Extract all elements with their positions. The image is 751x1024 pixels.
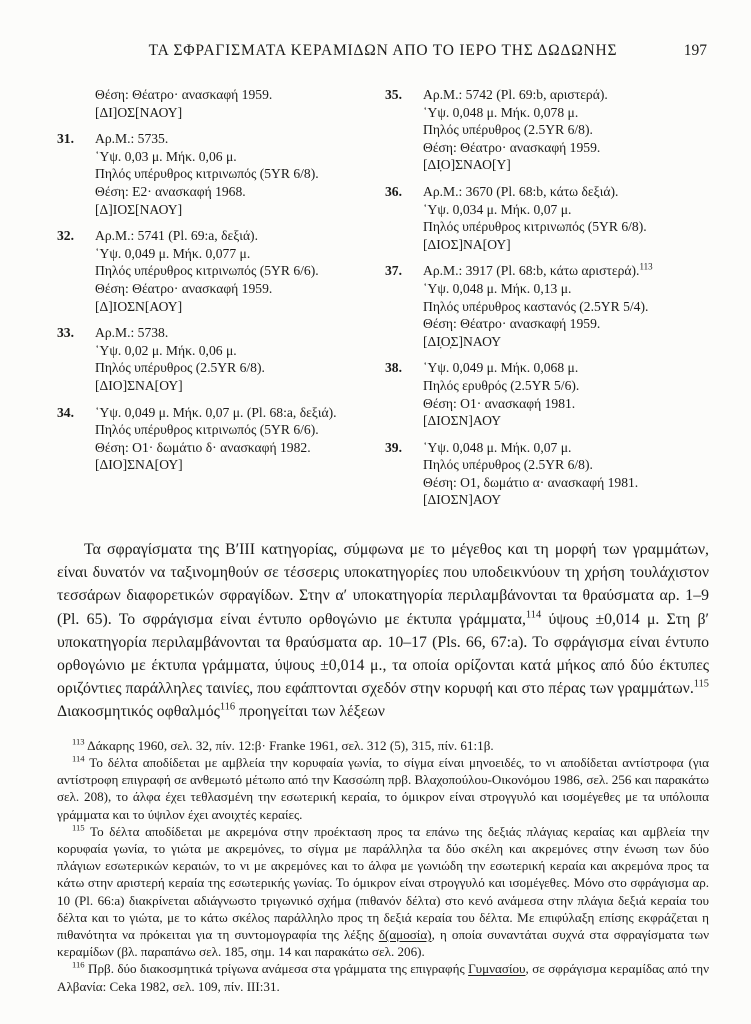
- catalog-entry: [385, 183, 709, 253]
- entry-line: [ΔΙ̣Ο]ΣΝΑΟ[Υ]: [423, 157, 511, 173]
- footnote: $^{115}$ Το δέλτα αποδίδεται με ακρεμόνα στην προέκταση προς τα επάνω της δεξιάς πλάγιας κεραίας και αμβλεία την κορυφαία γωνία, το γιώτα με ακρεμόνες, το σίγμα με παράλληλα τα δύο σκέλη και ακρεμόνες στην ένωση των δύο πλάγιων εσωτερικών κεραιών, το νι με ακρεμόνες και το άλφα με γωνιώδη την εσωτερική κεραία και ακρεμόνα προς τα κάτω στην αριστερή κεραία της εσωτερικής γωνίας. Το όμικρον είναι στρογγυλό και ισομέγεθες. Μόνο στο σφράγισμα αρ. 10 (Pl. 66:a) διακρίνεται αδιάγνωστο τριγωνικό σχήμα (πιθανόν δέλτα) στο κενό ανάμεσα στην πλάγια δεξιά κεραία του δέλτα και το γιώτα, με το κάτω σκέλος παράλληλο προς τη δεξιά κεραία του δέλτα. Με επιφύλαξη επίσης εκφράζεται η πιθανότητα να πρόκειται για τη συντομογραφία της λέξης δ(αμοσία), η οποία συναντάται συχνά στα σφραγίσματα των κεραμίδων (βλ. παραπάνω σελ. 185, σημ. 14 και παρακάτω σελ. 206).: [57, 822, 710, 960]
- entry-line: ῾Υψ. 0,03 μ. Μήκ. 0,06 μ.: [95, 148, 237, 164]
- entry-line: [Δ]ΙΟΣ[ΝΑΟΥ]: [95, 201, 183, 217]
- catalog-entry: [57, 86, 385, 121]
- entry-line: [ΔΙ̣Ο̣Σ]ΝΑΟΥ: [423, 333, 502, 349]
- footnote-number: 113: [72, 736, 85, 747]
- entry-line: Αρ.Μ.: 5742 (Pl. 69:b, αριστερά).: [423, 87, 608, 102]
- catalog-entries: [57, 86, 709, 518]
- catalog-entry: [385, 262, 709, 350]
- entry-lines: [423, 262, 709, 350]
- footnote: $^{113}$ Δάκαρης 1960, σελ. 32, πίν. 12:β· Franke 1961, σελ. 312 (5), 315, πίν. 61:1β.: [72, 736, 494, 753]
- footnote-number: 115: [72, 822, 85, 833]
- entry-line: Θέση: Θέατρο· ανασκαφή 1959.: [423, 316, 601, 332]
- entry-line: Πηλός ερυθρός (2.5YR 5/6).: [423, 377, 580, 393]
- entry-line: ῾Υψ. 0,034 μ. Μήκ. 0,07 μ.: [423, 201, 572, 217]
- entry-line: ῾Υψ. 0,049 μ. Μήκ. 0,07 μ. (Pl. 68:a, δεξιά).: [95, 404, 337, 420]
- entry-number: 31.: [57, 131, 74, 147]
- entry-lines: [95, 227, 385, 315]
- entry-line: [Δ]ΙΟΣΝ[ΑΟΥ]: [95, 298, 183, 314]
- entry-number: 32.: [57, 228, 74, 244]
- entry-number: 38.: [385, 360, 402, 376]
- underlined-term: δ(αμοσία): [378, 926, 432, 942]
- entry-lines: [423, 86, 709, 174]
- entry-line: Αρ.Μ.: 5738.: [95, 325, 169, 341]
- body-paragraph: Τα σφραγίσματα της Β′ΙΙΙ κατηγορίας, σύμφωνα με το μέγεθος και τη μορφή των γραμμάτων, είναι δυνατόν να ταξινομηθούν σε τέσσερις υποκατηγορίες που υποδεικνύουν τη χρήση τουλάχιστον τεσσάρων διαφορετικών σφραγίδων. Στην α′ υποκατηγορία περιλαμβάνονται τα θραύσματα αρ. 1–9 (Pl. 65). Το σφράγισμα είναι έντυπο ορθογώνιο με έκτυπα γράμματα,$^{114}$ ύψους ±0,014 μ. Στη β′ υποκατηγορία περιλαμβάνονται τα θραύσματα αρ. 10–17 (Pls. 66, 67:a). Το σφράγισμα είναι έντυπο ορθογώνιο με έκτυπα γράμματα, ύψους ±0,014 μ., τα οποία ορίζονται κατά μήκος από δύο έκτυπες οριζόντιες παράλληλες ταινίες, που εφάπτονται σχεδόν στην κορυφή και στο πέρας των γραμμάτων.$^{115}$ Διακοσμητικός οφθαλμός$^{116}$ προηγείται των λέξεων: [57, 541, 709, 721]
- footnote-ref: 114: [525, 609, 542, 621]
- entry-line: Πηλός υπέρυθρος (2.5YR 6/8).: [423, 457, 593, 473]
- footnote-ref: 113: [639, 261, 653, 272]
- entry-line: Θέση: Ε2· ανασκαφή 1968.: [95, 183, 246, 199]
- entry-line: Πηλός υπέρυθρος κιτρινωπός (5YR 6/8).: [423, 219, 647, 235]
- entry-line: Πηλός υπέρυθρος καστανός (2.5YR 5/4).: [423, 298, 649, 314]
- entry-number: 36.: [385, 183, 402, 199]
- catalog-column-left: [57, 86, 385, 518]
- entry-line: Θέση: Ο1· ανασκαφή 1981.: [423, 395, 576, 411]
- entry-lines: [95, 130, 385, 218]
- entry-line: Αρ.Μ.: 3917 (Pl. 68:b, κάτω αριστερά).$^{113}$: [423, 261, 653, 279]
- footnote: $^{116}$ Πρβ. δύο διακοσμητικά τρίγωνα ανάμεσα στα γράμματα της επιγραφής Γυμνασίου, σε σφράγισμα κεραμίδας από την Αλβανία: Ceka 1982, σελ. 109, πίν. III:31.: [57, 959, 710, 994]
- entry-line: [ΔΙΟΣ]ΝΑ[ΟΥ]: [423, 236, 511, 252]
- catalog-entry: [57, 227, 385, 315]
- footnote-ref: 115: [693, 679, 709, 691]
- entry-line: [ΔΙΟΣΝ]ΑΟΥ: [423, 413, 502, 429]
- entry-line: Πηλός υπέρυθρος κιτρινωπός (5YR 6/6).: [95, 263, 319, 279]
- entry-line: ῾Υψ. 0,049 μ. Μήκ. 0,077 μ.: [95, 245, 251, 261]
- entry-lines: [95, 404, 385, 474]
- page-number: 197: [683, 42, 707, 59]
- catalog-entry: [57, 404, 385, 474]
- entry-line: Θέση: Θέατρο· ανασκαφή 1959.: [423, 139, 601, 155]
- entry-line: Πηλός υπέρυθρος κιτρινωπός (5YR 6/8).: [95, 166, 319, 182]
- catalog-entry: [57, 324, 385, 394]
- entry-line: ῾Υψ. 0,048 μ. Μήκ. 0,07 μ.: [423, 439, 572, 455]
- footnotes-section: [57, 737, 709, 995]
- entry-line: Αρ.Μ.: 5741 (Pl. 69:a, δεξιά).: [95, 228, 258, 244]
- entry-line: Θέση: Ο1, δωμάτιο α· ανασκαφή 1981.: [423, 474, 639, 490]
- entry-line: [ΔΙΟ]ΣΝΑ[ΟΥ]: [95, 457, 183, 473]
- underlined-term: Γυμνασίου: [468, 961, 526, 977]
- entry-line: ῾Υψ. 0,048 μ. Μήκ. 0,078 μ.: [423, 104, 579, 120]
- entry-lines: [423, 439, 709, 509]
- entry-number: 33.: [57, 325, 74, 341]
- catalog-entry: [385, 359, 709, 429]
- footnote: $^{114}$ Το δέλτα αποδίδεται με αμβλεία την κορυφαία γωνία, το σίγμα είναι μηνοειδές, το νι αποδίδεται αντίστροφα (για αντίστροφη επιγραφή σε ανθεμωτό μέτωπο από την Κασσώπη πρβ. Βλαχοπούλου-Οικονόμου 1986, σελ. 256 και παρακάτω σελ. 208), το άλφα έχει τεθλασμένη την εσωτερική κεραία, το όμικρον είναι στρογγυλό και ισομέγεθες με τα υπόλοιπα γράμματα και το ύψιλον έχει ανοιχτές κεραίες.: [57, 753, 709, 822]
- entry-lines: [423, 183, 709, 253]
- entry-number: 39.: [385, 439, 402, 455]
- entry-line: [ΔΙ]ΟΣ[ΝΑΟΥ]: [95, 104, 183, 120]
- entry-line: Θέση: Ο1· δωμάτιο δ· ανασκαφή 1982.: [95, 439, 311, 455]
- entry-lines: [95, 324, 385, 394]
- page-title: ΤΑ ΣΦΡΑΓΙΣΜΑΤΑ ΚΕΡΑΜΙΔΩΝ ΑΠΟ ΤΟ ΙΕΡΟ ΤΗΣ ΔΩΔΩΝΗΣ: [148, 42, 618, 59]
- entry-line: ῾Υψ. 0,049 μ. Μήκ. 0,068 μ.: [423, 360, 579, 376]
- entry-line: [ΔΙΟ]ΣΝΑ[ΟΥ]: [95, 377, 183, 393]
- catalog-entry: [385, 86, 709, 174]
- entry-line: Θέση: Θέατρο· ανασκαφή 1959.: [95, 87, 273, 102]
- catalog-entry: [57, 130, 385, 218]
- catalog-entry: [385, 439, 709, 509]
- catalog-column-right: [385, 86, 709, 518]
- entry-number: [57, 86, 95, 121]
- entry-line: [ΔΙΟΣΝ]ΑΟΥ: [423, 492, 502, 508]
- footnote-number: 114: [72, 753, 85, 764]
- entry-number: 35.: [385, 87, 402, 102]
- running-header: [57, 42, 709, 60]
- entry-line: ῾Υψ. 0,02 μ. Μήκ. 0,06 μ.: [95, 342, 237, 358]
- entry-line: Αρ.Μ.: 3670 (Pl. 68:b, κάτω δεξιά).: [423, 183, 619, 199]
- entry-number: 34.: [57, 404, 74, 420]
- entry-line: Θέση: Θέατρο· ανασκαφή 1959.: [95, 280, 273, 296]
- entry-line: Πηλός υπέρυθρος (2.5YR 6/8).: [423, 122, 593, 138]
- entry-number: 37.: [385, 263, 402, 279]
- entry-line: Πηλός υπέρυθρος (2.5YR 6/8).: [95, 360, 265, 376]
- entry-line: Αρ.Μ.: 5735.: [95, 131, 169, 147]
- entry-lines: [423, 359, 709, 429]
- entry-line: ῾Υψ. 0,048 μ. Μήκ. 0,13 μ.: [423, 280, 572, 296]
- entry-lines: [95, 86, 385, 121]
- footnote-number: 116: [72, 959, 85, 970]
- footnote-ref: 116: [219, 702, 236, 714]
- entry-line: Πηλός υπέρυθρος κιτρινωπός (5YR 6/6).: [95, 422, 319, 438]
